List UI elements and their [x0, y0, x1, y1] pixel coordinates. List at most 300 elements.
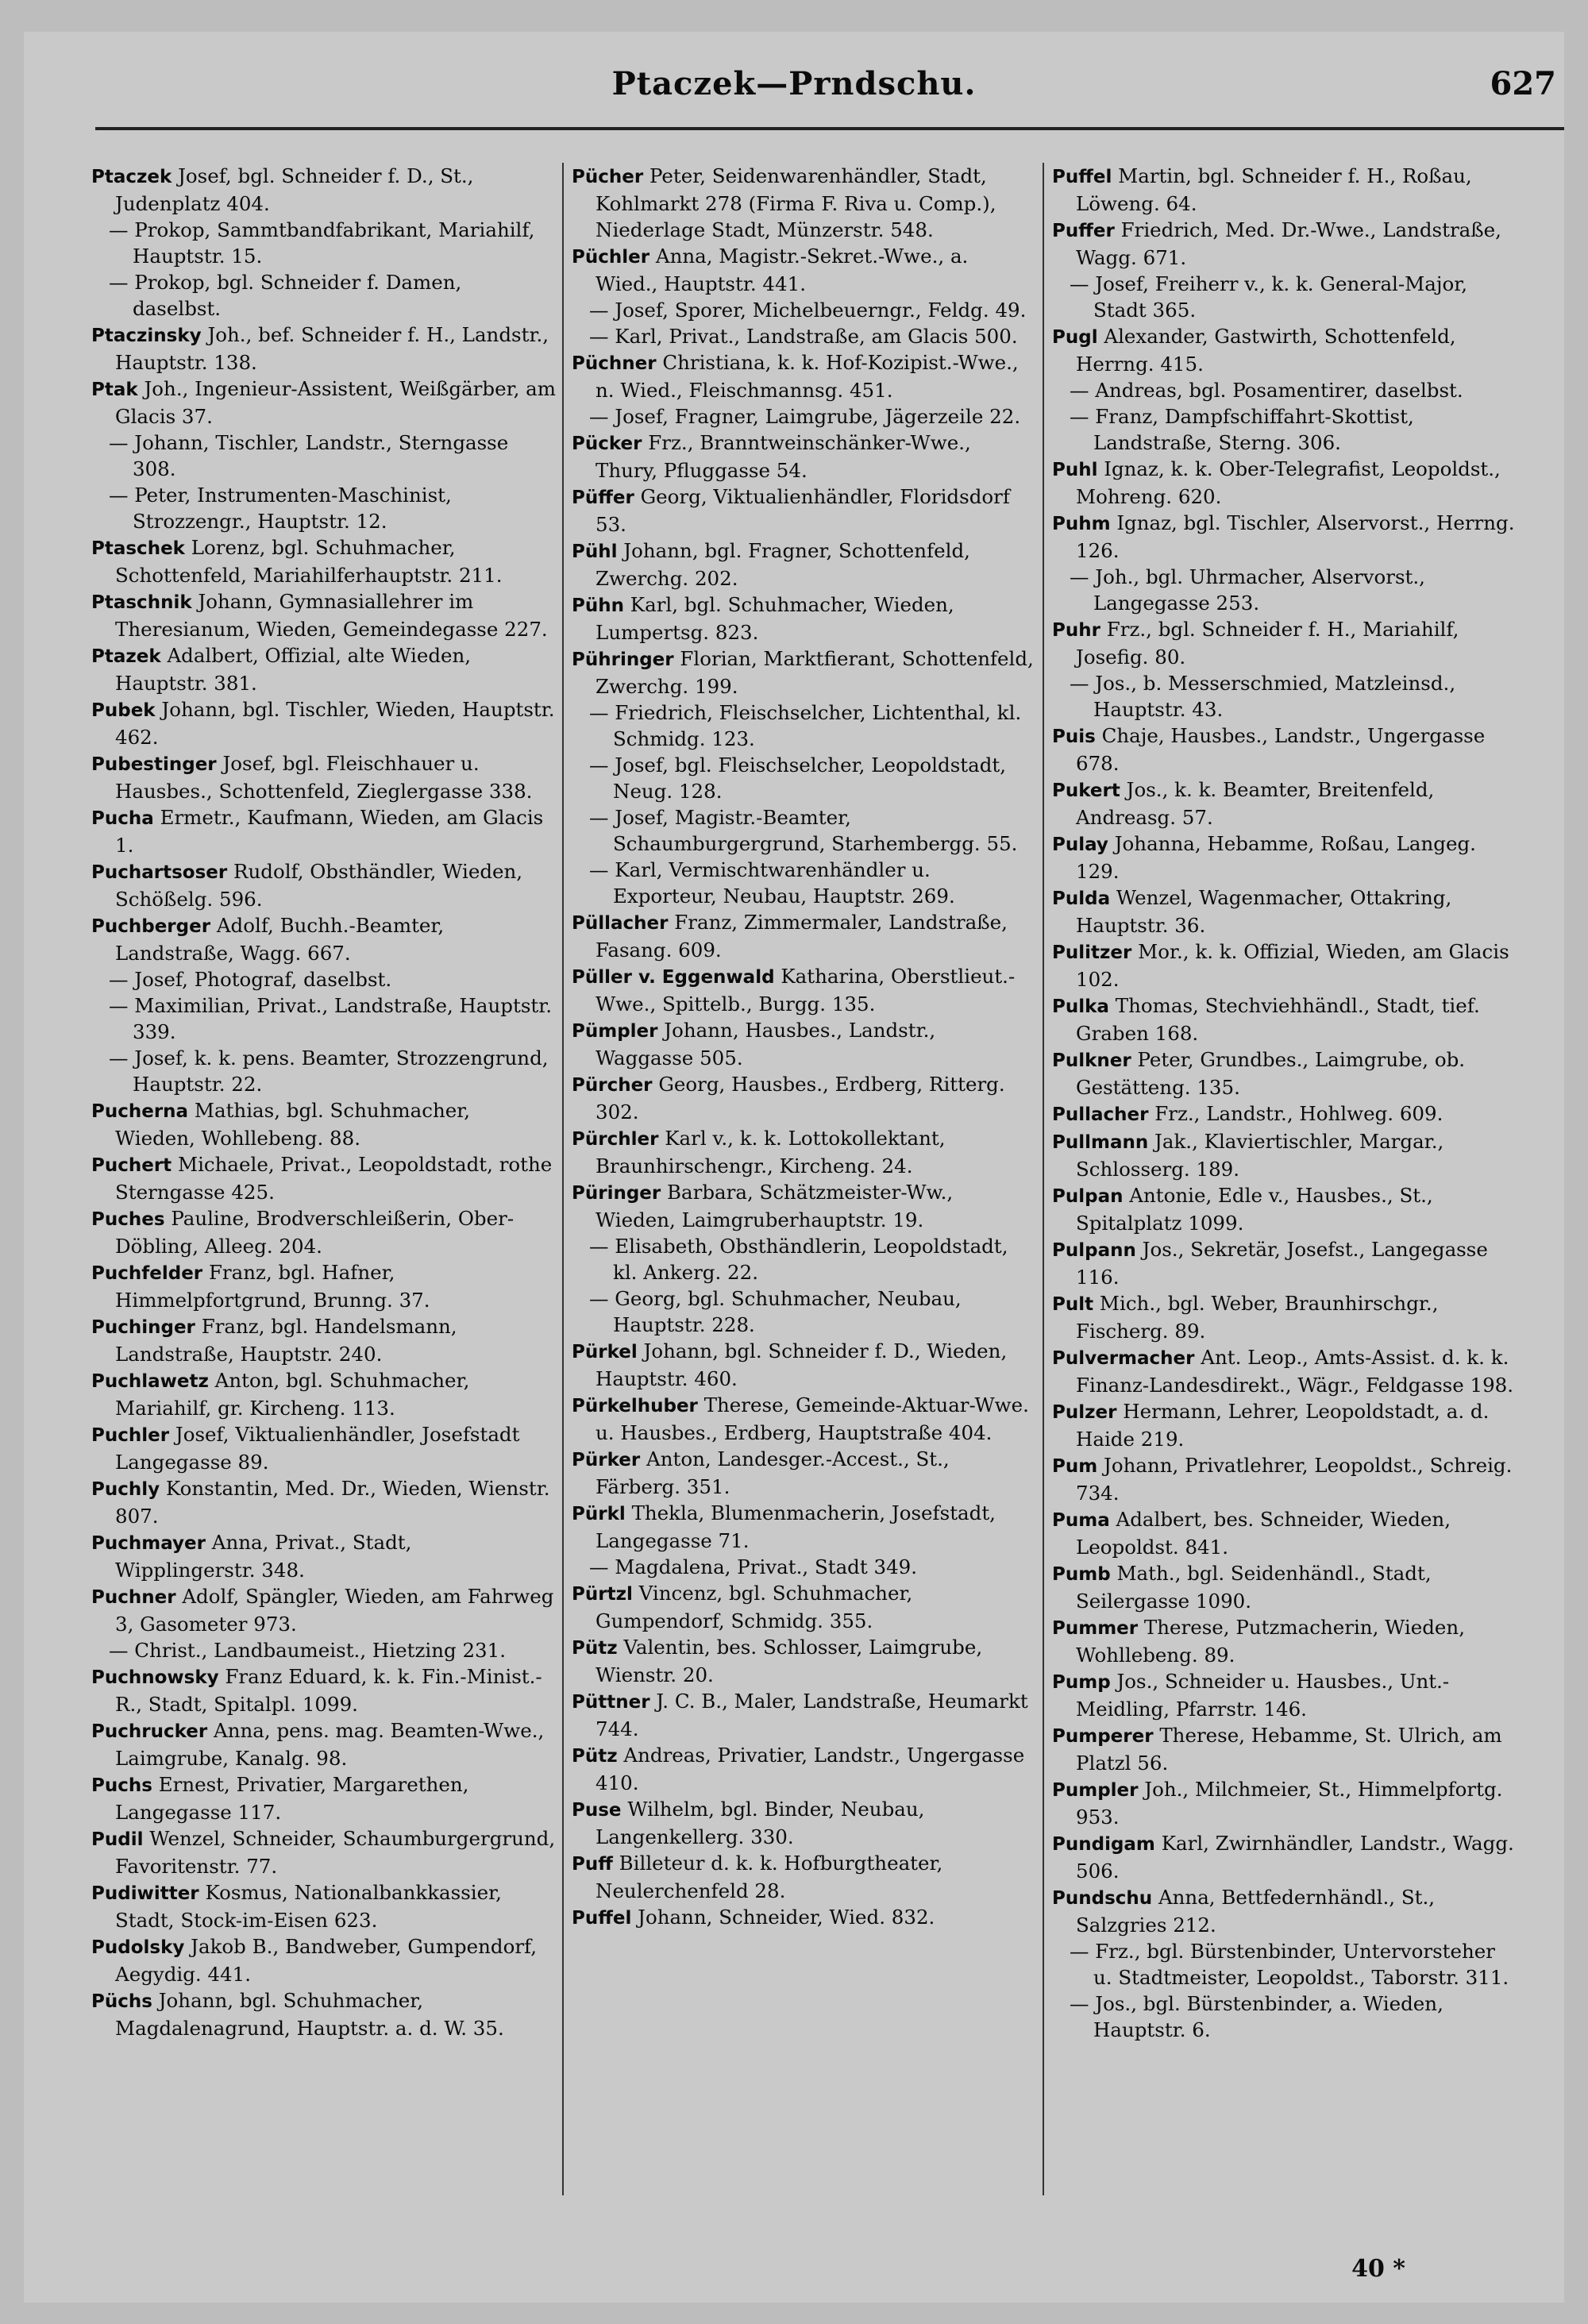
entry-surname: Ptak: [91, 380, 138, 400]
entry-details: Josef, Viktualienhändler, Josefstadt Langegasse 89.: [115, 1423, 520, 1474]
entry-details: — Maximilian, Privat., Landstraße, Hauptstr. 339.: [109, 994, 553, 1043]
entry-surname: Puchner: [91, 1587, 176, 1608]
entry-details: — Josef, Sporer, Michelbeuerngr., Feldg. 49.: [589, 299, 1027, 322]
column-2: [572, 163, 1036, 2195]
entry-surname: Püringer: [572, 1183, 661, 1204]
column-divider: [1043, 163, 1044, 2195]
entry-surname: Pulkner: [1052, 1050, 1131, 1071]
directory-entry: [1052, 938, 1517, 992]
entry-surname: Pucha: [91, 808, 154, 829]
directory-entry: [572, 1634, 1036, 1688]
sub-entry: [572, 1233, 1036, 1285]
entry-details: Josef, bgl. Fleischhauer u. Hausbes., Schottenfeld, Zieglergasse 338.: [115, 752, 533, 803]
directory-entry: [1052, 323, 1517, 377]
directory-entry: [91, 858, 556, 912]
entry-details: Lorenz, bgl. Schuhmacher, Schottenfeld, Mariahilferhauptstr. 211.: [115, 536, 503, 587]
directory-entry: [572, 1580, 1036, 1634]
directory-entry: [1052, 1236, 1517, 1290]
entry-surname: Puse: [572, 1800, 622, 1821]
entry-surname: Pummer: [1052, 1618, 1139, 1639]
directory-entry: [91, 750, 556, 804]
sub-entry: [572, 403, 1036, 430]
entry-surname: Pubek: [91, 700, 156, 721]
entry-details: Thomas, Stechviehhändl., Stadt, tief. Graben 168.: [1076, 994, 1480, 1045]
entry-details: Ant. Leop., Amts-Assist. d. k. k. Finanz-Landesdirekt., Wägr., Feldgasse 198.: [1076, 1346, 1514, 1397]
directory-entry: [1052, 1722, 1517, 1776]
directory-entry: [1052, 1344, 1517, 1398]
entry-details: Rudolf, Obsthändler, Wieden, Schößelg. 596.: [115, 860, 523, 911]
entry-details: Valentin, bes. Schlosser, Laimgrube, Wienstr. 20.: [596, 1636, 983, 1686]
directory-entry: [572, 243, 1036, 297]
entry-details: Johann, Schneider, Wied. 832.: [638, 1906, 935, 1929]
directory-entry: [572, 1338, 1036, 1392]
entry-surname: Puff: [572, 1854, 613, 1875]
entry-details: — Johann, Tischler, Landstr., Sterngasse 308.: [109, 431, 509, 480]
entry-details: Franz, Zimmermaler, Landstraße, Fasang. 609.: [596, 911, 1008, 962]
entry-details: Martin, bgl. Schneider f. H., Roßau, Löweng. 64.: [1076, 164, 1472, 215]
page-number: 627: [1490, 65, 1556, 102]
sub-entry: [91, 1637, 556, 1663]
sub-entry: [1052, 1991, 1517, 2043]
entry-surname: Puchinger: [91, 1317, 195, 1338]
directory-entry: [572, 1071, 1036, 1125]
entry-details: Math., bgl. Seidenhändl., Stadt, Seilergasse 1090.: [1076, 1562, 1432, 1613]
sub-entry: [1052, 1938, 1517, 1991]
sub-entry: [1052, 403, 1517, 456]
directory-entry: [1052, 1182, 1517, 1236]
entry-details: — Friedrich, Fleischselcher, Lichtenthal, kl. Schmidg. 123.: [589, 701, 1022, 750]
directory-entry: [91, 642, 556, 696]
entry-details: Karl, Zwirnhändler, Landstr., Wagg. 506.: [1076, 1832, 1514, 1883]
entry-surname: Pudolsky: [91, 1937, 185, 1958]
directory-entry: [1052, 1776, 1517, 1830]
entry-surname: Pürtzl: [572, 1584, 633, 1605]
directory-entry: [572, 592, 1036, 646]
entry-surname: Püllacher: [572, 913, 669, 934]
entry-details: — Josef, bgl. Fleischselcher, Leopoldstadt, Neug. 128.: [589, 753, 1007, 803]
directory-entry: [572, 1179, 1036, 1233]
sub-entry: [91, 217, 556, 269]
directory-entry: [1052, 1830, 1517, 1884]
directory-entry: [1052, 1614, 1517, 1668]
entry-details: Mathias, bgl. Schuhmacher, Wieden, Wohllebeng. 88.: [115, 1099, 471, 1150]
entry-details: Frz., Branntweinschänker-Wwe., Thury, Pfluggasse 54.: [596, 431, 971, 482]
entry-details: Michaele, Privat., Leopoldstadt, rothe Sterngasse 425.: [115, 1153, 553, 1204]
entry-surname: Puma: [1052, 1510, 1110, 1531]
entry-details: Therese, Hebamme, St. Ulrich, am Platzl 56.: [1076, 1724, 1502, 1775]
entry-details: Georg, Viktualienhändler, Floridsdorf 53.: [596, 485, 1010, 536]
entry-details: — Georg, bgl. Schuhmacher, Neubau, Hauptstr. 228.: [589, 1287, 962, 1336]
entry-details: — Jos., b. Messerschmied, Matzleinsd., Hauptstr. 43.: [1070, 672, 1456, 721]
sub-entry: [572, 1285, 1036, 1338]
directory-entry: [572, 909, 1036, 963]
sub-entry: [91, 430, 556, 482]
directory-entry: [572, 646, 1036, 700]
entry-details: Frz., Landstr., Hohlweg. 609.: [1154, 1102, 1443, 1125]
sub-entry: [1052, 670, 1517, 723]
entry-surname: Puchs: [91, 1775, 152, 1796]
entry-details: — Josef, k. k. pens. Beamter, Strozzengrund, Hauptstr. 22.: [109, 1046, 549, 1096]
entry-details: Karl v., k. k. Lottokollektant, Braunhirschengr., Kircheng. 24.: [596, 1127, 946, 1177]
entry-details: Peter, Seidenwarenhändler, Stadt, Kohlmarkt 278 (Firma F. Riva u. Comp.), Niederlage Stadt, Münzerstr. 548.: [596, 164, 996, 241]
entry-details: Johann, Hausbes., Landstr., Waggasse 505.: [596, 1019, 936, 1070]
directory-entry: [1052, 885, 1517, 938]
sub-entry: [572, 297, 1036, 323]
sub-entry: [572, 857, 1036, 909]
directory-entry: [572, 1392, 1036, 1446]
page-header: [24, 56, 1564, 111]
directory-entry: [572, 1688, 1036, 1742]
entry-details: Thekla, Blumenmacherin, Josefstadt, Langegasse 71.: [596, 1501, 996, 1552]
entry-details: — Josef, Photograf, daselbst.: [109, 968, 392, 991]
entry-surname: Pütz: [572, 1746, 618, 1767]
directory-entry: [1052, 456, 1517, 510]
sub-entry: [572, 1554, 1036, 1580]
entry-details: — Karl, Vermischtwarenhändler u. Exporteur, Neubau, Hauptstr. 269.: [589, 858, 955, 908]
entry-details: Johann, bgl. Schneider f. D., Wieden, Hauptstr. 460.: [596, 1339, 1008, 1390]
directory-entry: [91, 1879, 556, 1933]
directory-entry: [1052, 1506, 1517, 1560]
directory-entry: [91, 1663, 556, 1717]
directory-entry: [91, 1987, 556, 2041]
entry-details: Kosmus, Nationalbankkassier, Stadt, Stock-im-Eisen 623.: [115, 1881, 502, 1932]
entry-surname: Püller v. Eggenwald: [572, 967, 775, 988]
entry-surname: Püchner: [572, 353, 657, 374]
entry-details: Wenzel, Schneider, Schaumburgergrund, Favoritenstr. 77.: [115, 1827, 556, 1878]
entry-details: Therese, Putzmacherin, Wieden, Wohllebeng. 89.: [1076, 1616, 1465, 1667]
directory-entry: [91, 1421, 556, 1475]
entry-surname: Ptazek: [91, 646, 161, 667]
entry-surname: Pücker: [572, 434, 642, 454]
directory-entry: [1052, 1100, 1517, 1128]
directory-entry: [572, 1850, 1036, 1904]
sub-entry: [1052, 377, 1517, 403]
entry-surname: Pühringer: [572, 649, 674, 670]
directory-entry: [91, 1097, 556, 1151]
entry-details: Wilhelm, bgl. Binder, Neubau, Langenkellerg. 330.: [596, 1798, 925, 1848]
directory-entry: [572, 1125, 1036, 1179]
directory-entry: [91, 163, 556, 217]
directory-entry: [91, 1529, 556, 1583]
entry-details: Johann, bgl. Fragner, Schottenfeld, Zwerchg. 202.: [596, 539, 970, 590]
entry-surname: Pult: [1052, 1294, 1094, 1315]
entry-details: Joh., Milchmeier, St., Himmelpfortg. 953.: [1076, 1778, 1503, 1829]
directory-entry: [91, 1259, 556, 1313]
entry-details: Ignaz, bgl. Tischler, Alservorst., Herrng. 126.: [1076, 511, 1515, 562]
entry-surname: Puhr: [1052, 620, 1100, 641]
entry-details: — Jos., bgl. Bürstenbinder, a. Wieden, Hauptstr. 6.: [1070, 1992, 1443, 2041]
entry-surname: Pudiwitter: [91, 1883, 199, 1904]
directory-entry: [91, 1717, 556, 1771]
directory-entry: [572, 1742, 1036, 1796]
directory-entry: [91, 1367, 556, 1421]
entry-surname: Pullmann: [1052, 1132, 1149, 1153]
entry-surname: Pürkel: [572, 1342, 638, 1362]
directory-entry: [91, 912, 556, 966]
entry-details: — Prokop, bgl. Schneider f. Damen, daselbst.: [109, 271, 462, 320]
directory-entry: [1052, 723, 1517, 777]
sub-entry: [1052, 271, 1517, 323]
entry-details: Konstantin, Med. Dr., Wieden, Wienstr. 807.: [115, 1477, 550, 1528]
directory-entry: [572, 1446, 1036, 1500]
entry-surname: Puchnowsky: [91, 1667, 219, 1688]
entry-surname: Puchler: [91, 1425, 170, 1446]
entry-details: Anton, Landesger.-Accest., St., Färberg. 351.: [596, 1447, 950, 1498]
entry-details: Anna, Magistr.-Sekret.-Wwe., a. Wied., Hauptstr. 441.: [596, 245, 969, 295]
entry-surname: Pühn: [572, 595, 624, 616]
directory-entry: [1052, 217, 1517, 271]
entry-details: Therese, Gemeinde-Aktuar-Wwe. u. Hausbes., Erdberg, Hauptstraße 404.: [596, 1393, 1029, 1444]
directory-entry: [1052, 831, 1517, 885]
entry-surname: Puchartsoser: [91, 862, 228, 883]
entry-surname: Pugl: [1052, 327, 1098, 348]
entry-details: Andreas, Privatier, Landstr., Ungergasse 410.: [596, 1744, 1025, 1794]
directory-entry: [572, 430, 1036, 484]
directory-entry: [1052, 1668, 1517, 1722]
entry-details: Christiana, k. k. Hof-Kozipist.-Wwe., n. Wied., Fleischmannsg. 451.: [596, 351, 1019, 402]
entry-details: Vincenz, bgl. Schuhmacher, Gumpendorf, Schmidg. 355.: [596, 1582, 913, 1632]
entry-surname: Pum: [1052, 1456, 1098, 1477]
entry-details: Jak., Klaviertischler, Margar., Schlosserg. 189.: [1076, 1130, 1444, 1181]
entry-details: — Andreas, bgl. Posamentirer, daselbst.: [1070, 379, 1463, 402]
entry-details: Jos., Schneider u. Hausbes., Unt.-Meidling, Pfarrstr. 146.: [1076, 1670, 1450, 1721]
entry-details: Adalbert, Offizial, alte Wieden, Hauptstr. 381.: [115, 644, 472, 695]
entry-details: Florian, Marktfierant, Schottenfeld, Zwerchg. 199.: [596, 647, 1034, 698]
directory-entry: [572, 1017, 1036, 1071]
entry-surname: Pulpann: [1052, 1240, 1136, 1261]
directory-entry: [91, 1933, 556, 1987]
entry-details: — Frz., bgl. Bürstenbinder, Untervorsteher u. Stadtmeister, Leopoldst., Taborstr. 311.: [1070, 1940, 1509, 1989]
entry-surname: Pürker: [572, 1450, 641, 1470]
directory-entry: [572, 538, 1036, 592]
directory-entry: [91, 804, 556, 858]
sub-entry: [572, 752, 1036, 804]
entry-details: Pauline, Brodverschleißerin, Ober-Döbling, Alleeg. 204.: [115, 1207, 515, 1258]
entry-details: Franz, bgl. Handelsmann, Landstraße, Hauptstr. 240.: [115, 1315, 457, 1366]
column-1: [91, 163, 556, 2195]
directory-entry: [91, 588, 556, 642]
entry-details: Johanna, Hebamme, Roßau, Langeg. 129.: [1076, 832, 1476, 883]
entry-details: Joh., bef. Schneider f. H., Landstr., Hauptstr. 138.: [115, 323, 549, 374]
entry-surname: Ptaschnik: [91, 592, 192, 613]
column-3: [1052, 163, 1517, 2195]
directory-entry: [91, 696, 556, 750]
entry-surname: Puffer: [1052, 221, 1115, 241]
sub-entry: [91, 966, 556, 992]
entry-surname: Ptaczek: [91, 167, 172, 187]
sub-entry: [91, 482, 556, 534]
sub-entry: [572, 700, 1036, 752]
sub-entry: [91, 269, 556, 322]
directory-entry: [91, 1151, 556, 1205]
entry-details: Anna, Privat., Stadt, Wipplingerstr. 348.: [115, 1531, 412, 1582]
directory-entry: [1052, 1452, 1517, 1506]
entry-surname: Puhm: [1052, 514, 1111, 534]
entry-details: Johann, bgl. Schuhmacher, Magdalenagrund, Hauptstr. a. d. W. 35.: [115, 1989, 504, 2040]
entry-details: Wenzel, Wagenmacher, Ottakring, Hauptstr. 36.: [1076, 886, 1452, 937]
entry-surname: Pulda: [1052, 888, 1111, 909]
entry-surname: Puchrucker: [91, 1721, 208, 1742]
directory-entry: [1052, 1290, 1517, 1344]
entry-surname: Puchmayer: [91, 1533, 206, 1554]
entry-details: Chaje, Hausbes., Landstr., Ungergasse 678.: [1076, 724, 1486, 775]
entry-surname: Pundschu: [1052, 1888, 1153, 1909]
entry-surname: Pürkelhuber: [572, 1396, 698, 1416]
directory-entry: [572, 1796, 1036, 1850]
sub-entry: [572, 323, 1036, 349]
entry-surname: Ptaczinsky: [91, 326, 202, 346]
entry-details: Josef, bgl. Schneider f. D., St., Judenplatz 404.: [115, 164, 474, 215]
entry-details: Katharina, Oberstlieut.-Wwe., Spittelb., Burgg. 135.: [596, 965, 1016, 1016]
entry-surname: Puchberger: [91, 916, 211, 937]
entry-surname: Puchlawetz: [91, 1371, 209, 1392]
column-divider: [562, 163, 564, 2195]
directory-entry: [572, 1500, 1036, 1554]
entry-surname: Pucherna: [91, 1101, 189, 1122]
entry-surname: Puches: [91, 1209, 165, 1230]
entry-details: — Karl, Privat., Landstraße, am Glacis 500.: [589, 325, 1018, 348]
entry-details: Johann, Privatlehrer, Leopoldst., Schreig. 734.: [1076, 1454, 1513, 1505]
entry-surname: Puchly: [91, 1479, 160, 1500]
entry-details: Jos., Sekretär, Josefst., Langegasse 116.: [1076, 1238, 1488, 1289]
entry-details: Joh., Ingenieur-Assistent, Weißgärber, am Glacis 37.: [115, 377, 556, 428]
entry-details: Georg, Hausbes., Erdberg, Ritterg. 302.: [596, 1073, 1005, 1123]
entry-details: — Christ., Landbaumeist., Hietzing 231.: [109, 1639, 506, 1662]
entry-surname: Pullacher: [1052, 1104, 1149, 1125]
directory-entry: [572, 963, 1036, 1017]
entry-surname: Puffel: [1052, 167, 1112, 187]
entry-details: Anton, bgl. Schuhmacher, Mariahilf, gr. Kircheng. 113.: [115, 1369, 470, 1420]
directory-page: [24, 32, 1564, 2303]
directory-entry: [91, 1313, 556, 1367]
entry-surname: Pulay: [1052, 834, 1108, 855]
header-rule: [95, 127, 1564, 130]
directory-entry: [91, 1771, 556, 1825]
directory-entry: [91, 376, 556, 430]
entry-details: Adolf, Buchh.-Beamter, Landstraße, Wagg. 667.: [115, 914, 445, 965]
directory-entry: [1052, 616, 1517, 670]
entry-surname: Pumpler: [1052, 1780, 1139, 1801]
entry-surname: Pudil: [91, 1829, 144, 1850]
entry-surname: Pulka: [1052, 996, 1109, 1017]
entry-details: Alexander, Gastwirth, Schottenfeld, Herrng. 415.: [1076, 325, 1456, 376]
entry-details: — Josef, Fragner, Laimgrube, Jägerzeile 22.: [589, 405, 1021, 428]
entry-details: Ermetr., Kaufmann, Wieden, am Glacis 1.: [115, 806, 544, 857]
sub-entry: [91, 1045, 556, 1097]
entry-details: Barbara, Schätzmeister-Ww., Wieden, Laimgruberhauptstr. 19.: [596, 1181, 954, 1231]
entry-details: Karl, bgl. Schuhmacher, Wieden, Lumpertsg. 823.: [596, 593, 954, 644]
entry-details: Johann, Gymnasiallehrer im Theresianum, Wieden, Gemeindegasse 227.: [115, 590, 548, 641]
entry-surname: Pücher: [572, 167, 644, 187]
entry-surname: Pumperer: [1052, 1726, 1154, 1747]
entry-details: Anna, Bettfedernhändl., St., Salzgries 212.: [1076, 1886, 1436, 1937]
entry-surname: Püchs: [91, 1991, 152, 2012]
directory-entry: [1052, 1884, 1517, 1938]
entry-details: Franz Eduard, k. k. Fin.-Minist.-R., Stadt, Spitalpl. 1099.: [115, 1665, 542, 1716]
directory-entry: [91, 1475, 556, 1529]
entry-surname: Pumb: [1052, 1564, 1111, 1585]
entry-surname: Püttner: [572, 1692, 650, 1713]
directory-entry: [91, 1205, 556, 1259]
entry-surname: Pütz: [572, 1638, 618, 1659]
entry-surname: Puchfelder: [91, 1263, 203, 1284]
entry-details: Mor., k. k. Offizial, Wieden, am Glacis 102.: [1076, 940, 1509, 991]
directory-entry: [1052, 1398, 1517, 1452]
directory-entry: [1052, 992, 1517, 1046]
directory-entry: [91, 1825, 556, 1879]
directory-entry: [572, 484, 1036, 538]
entry-surname: Pump: [1052, 1672, 1111, 1693]
entry-details: Jakob B., Bandweber, Gumpendorf, Aegydig. 441.: [115, 1935, 538, 1986]
directory-entry: [1052, 1128, 1517, 1182]
entry-details: Franz, bgl. Hafner, Himmelpfortgrund, Brunng. 37.: [115, 1261, 430, 1312]
entry-details: Hermann, Lehrer, Leopoldstadt, a. d. Haide 219.: [1076, 1400, 1490, 1451]
entry-details: Ernest, Privatier, Margarethen, Langegasse 117.: [115, 1773, 469, 1824]
entry-details: Adolf, Spängler, Wieden, am Fahrweg 3, Gasometer 973.: [115, 1585, 554, 1636]
entry-details: Peter, Grundbes., Laimgrube, ob. Gestätteng. 135.: [1076, 1048, 1466, 1099]
signature-mark: 40 *: [1351, 2255, 1405, 2283]
entry-surname: Pulpan: [1052, 1186, 1124, 1207]
entry-details: Mich., bgl. Weber, Braunhirschgr., Fischerg. 89.: [1076, 1292, 1439, 1343]
directory-entry: [1052, 777, 1517, 831]
entry-details: — Peter, Instrumenten-Maschinist, Strozzengr., Hauptstr. 12.: [109, 484, 452, 533]
entry-details: Adalbert, bes. Schneider, Wieden, Leopoldst. 841.: [1076, 1508, 1451, 1559]
directory-entry: [1052, 1560, 1517, 1614]
entry-surname: Püffer: [572, 488, 634, 508]
entry-surname: Puis: [1052, 726, 1096, 747]
entry-details: — Elisabeth, Obsthändlerin, Leopoldstadt, kl. Ankerg. 22.: [589, 1235, 1008, 1284]
entry-surname: Püchler: [572, 247, 650, 268]
directory-entry: [1052, 1046, 1517, 1100]
entry-details: Antonie, Edle v., Hausbes., St., Spitalplatz 1099.: [1076, 1184, 1433, 1235]
entry-details: — Prokop, Sammtbandfabrikant, Mariahilf, Hauptstr. 15.: [109, 218, 535, 268]
entry-surname: Puffel: [572, 1908, 632, 1929]
entry-surname: Pulzer: [1052, 1402, 1117, 1423]
sub-entry: [91, 992, 556, 1045]
entry-details: Johann, bgl. Tischler, Wieden, Hauptstr. 462.: [115, 698, 555, 749]
entry-surname: Pubestinger: [91, 754, 217, 775]
entry-surname: Pundigam: [1052, 1834, 1155, 1855]
entry-surname: Puchert: [91, 1155, 172, 1176]
entry-surname: Pürchler: [572, 1129, 659, 1150]
entry-surname: Ptaschek: [91, 538, 185, 559]
entry-details: Jos., k. k. Beamter, Breitenfeld, Andreasg. 57.: [1076, 778, 1435, 829]
entry-details: — Magdalena, Privat., Stadt 349.: [589, 1555, 918, 1578]
entry-surname: Pulvermacher: [1052, 1348, 1195, 1369]
directory-entry: [1052, 163, 1517, 217]
entry-surname: Pühl: [572, 541, 618, 562]
running-head: Ptaczek—Prndschu.: [611, 65, 977, 102]
entry-surname: Pulitzer: [1052, 942, 1132, 963]
entry-surname: Pürkl: [572, 1504, 626, 1524]
directory-entry: [572, 349, 1036, 403]
sub-entry: [572, 804, 1036, 857]
entry-surname: Pukert: [1052, 780, 1120, 801]
entry-details: Anna, pens. mag. Beamten-Wwe., Laimgrube, Kanalg. 98.: [115, 1719, 545, 1770]
entry-surname: Pürcher: [572, 1075, 653, 1096]
entry-details: — Josef, Magistr.-Beamter, Schaumburgergrund, Starhembergg. 55.: [589, 806, 1018, 855]
directory-entry: [1052, 510, 1517, 564]
directory-entry: [91, 534, 556, 588]
sub-entry: [1052, 564, 1517, 616]
directory-entry: [572, 1904, 1036, 1932]
entry-surname: Puhl: [1052, 460, 1098, 480]
directory-entry: [91, 1583, 556, 1637]
entry-details: Friedrich, Med. Dr.-Wwe., Landstraße, Wagg. 671.: [1076, 218, 1501, 269]
entry-details: — Josef, Freiherr v., k. k. General-Major, Stadt 365.: [1070, 272, 1468, 322]
directory-entry: [572, 163, 1036, 243]
entry-details: Billeteur d. k. k. Hofburgtheater, Neulerchenfeld 28.: [596, 1852, 943, 1902]
